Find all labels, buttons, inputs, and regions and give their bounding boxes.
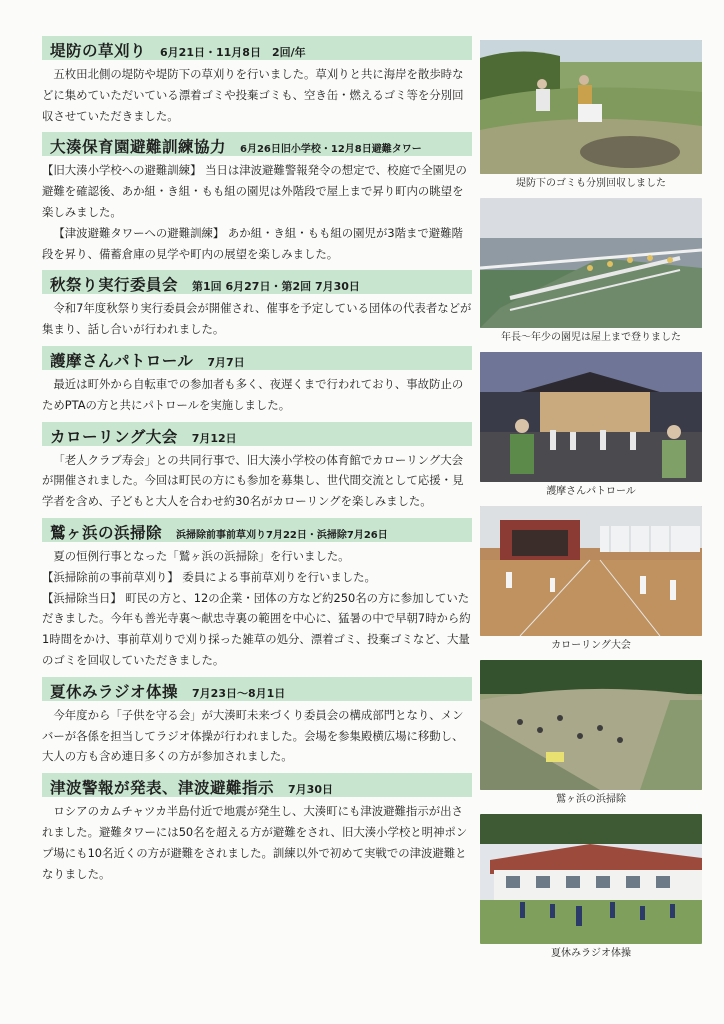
section-date: 7月23日～8月1日 bbox=[192, 686, 286, 700]
article-column bbox=[42, 36, 472, 884]
section-title: 夏休みラジオ体操 bbox=[50, 682, 179, 701]
embankment-cleanup-photo bbox=[480, 40, 702, 174]
section-header bbox=[42, 36, 472, 60]
photo-caption: 年長～年少の園児は屋上まで登りました bbox=[501, 332, 681, 343]
section-title: 津波警報が発表、津波避難指示 bbox=[50, 779, 275, 798]
section-goma-patrol bbox=[42, 346, 472, 416]
photo-column bbox=[480, 40, 702, 961]
radio-exercise-photo bbox=[480, 814, 702, 944]
section-festival-committee bbox=[42, 270, 472, 340]
photo-caption: カローリング大会 bbox=[551, 640, 631, 651]
section-paragraph: 【旧大湊小学校への避難訓練】 当日は津波避難警報発令の想定で、校庭で全園児の避難を確認後、あか組・き組・もも組の園児は外階段で屋上まで昇り町内の眺望を楽しみました。 bbox=[42, 163, 467, 219]
section-radio-exercise bbox=[42, 677, 472, 767]
photo-caption: 堤防下のゴミも分別回収しました bbox=[516, 178, 666, 189]
section-embankment-mowing bbox=[42, 36, 472, 126]
section-nursery-drill bbox=[42, 132, 472, 264]
section-header bbox=[42, 773, 472, 797]
section-header bbox=[42, 422, 472, 446]
section-tsunami-warning bbox=[42, 773, 472, 884]
section-title: 秋祭り実行委員会 bbox=[50, 276, 179, 295]
section-paragraph: 【浜掃除前の事前草刈り】 委員による事前草刈りを行いました。 bbox=[42, 569, 376, 584]
section-date: 7月7日 bbox=[207, 355, 245, 369]
section-date: 第1回 6月27日・第2回 7月30日 bbox=[192, 280, 360, 294]
section-header bbox=[42, 132, 472, 156]
section-date: 6月26日旧小学校・12月8日避難タワー bbox=[240, 144, 422, 156]
section-paragraph: ロシアのカムチャツカ半島付近で地震が発生し、大湊町にも津波避難指示が出されました。避難タワーには50名を超える方が避難をされ、旧大湊小学校と明神ポンプ場にも10名近くの方が避難をされました。訓練以外で初めて実戦での津波避難となりました。 bbox=[42, 804, 468, 881]
section-title: 堤防の草刈り bbox=[50, 42, 147, 60]
photo-caption: 護摩さんパトロール bbox=[546, 486, 636, 497]
photo-caption: 夏休みラジオ体操 bbox=[551, 948, 631, 959]
section-paragraph: 【浜掃除当日】 町民の方と、12の企業・団体の方など約250名の方に参加していただきました。今年も善光寺裏～献忠寺裏の範囲を中心に、猛暑の中で早朝7時から約1時間をかけ、事前草刈りで刈り採った雑草の処分、漂着ゴミ、投棄ゴミなど、大量のゴミを回収していただきました。 bbox=[42, 590, 471, 667]
section-paragraph: 夏の恒例行事となった「鷲ヶ浜の浜掃除」を行いました。 bbox=[53, 548, 350, 563]
section-title: カローリング大会 bbox=[50, 427, 178, 446]
section-date: 7月12日 bbox=[191, 431, 237, 445]
section-paragraph: 令和7年度秋祭り実行委員会が開催され、催事を予定している団体の代表者などが集まり、話し合いが行われました。 bbox=[42, 301, 472, 337]
section-header bbox=[42, 346, 472, 370]
section-paragraph: 今年度から「子供を守る会」が大湊町未来づくり委員会の構成部門となり、メンバーが各係を担当してラジオ体操が行われました。会場を参集殿横広場に移動し、大人の方も含め連日多くの方が参加されました。 bbox=[42, 707, 464, 764]
section-paragraph: 最近は町外から自転車での参加者も多く、夜遅くまで行われており、事故防止のためPTAの方と共にパトロールを実施しました。 bbox=[42, 376, 464, 412]
section-header bbox=[42, 270, 472, 294]
section-date: 7月30日 bbox=[288, 783, 333, 797]
section-paragraph: 【津波避難タワーへの避難訓練】 あか組・き組・もも組の園児が3階まで避難階段を昇り、備蓄倉庫の見学や町内の展望を楽しみました。 bbox=[42, 225, 463, 261]
section-header bbox=[42, 518, 472, 542]
rooftop-evacuation-photo bbox=[480, 198, 702, 328]
section-date: 浜掃除前事前草刈り7月22日・浜掃除7月26日 bbox=[176, 529, 388, 541]
section-header bbox=[42, 677, 472, 701]
photo-caption: 鷲ヶ浜の浜掃除 bbox=[556, 794, 626, 805]
section-curling-tournament bbox=[42, 422, 472, 512]
section-date: 6月21日・11月8日 2回/年 bbox=[160, 46, 306, 59]
section-title: 鷲ヶ浜の浜掃除 bbox=[50, 523, 163, 542]
section-paragraph: 「老人クラブ寿会」との共同行事で、旧大湊小学校の体育館でカローリング大会が開催されました。今回は町民の方にも参加を募集し、世代間交流として応援・見学者を含め、子どもと大人を合わせ約30名がカローリングを楽しみました。 bbox=[42, 452, 464, 509]
night-patrol-photo bbox=[480, 352, 702, 482]
gym-curling-photo bbox=[480, 506, 702, 636]
beach-cleanup-photo bbox=[480, 660, 702, 790]
section-title: 大湊保育園避難訓練協力 bbox=[50, 138, 227, 157]
section-title: 護摩さんパトロール bbox=[50, 351, 194, 370]
section-paragraph: 五枚田北側の堤防や堤防下の草刈りを行いました。草刈りと共に海岸を散歩時などに集めていただいている漂着ゴミや投棄ゴミも、空き缶・燃えるゴミ等を分別回収させていただきました。 bbox=[42, 67, 464, 123]
section-beach-cleanup bbox=[42, 518, 472, 671]
